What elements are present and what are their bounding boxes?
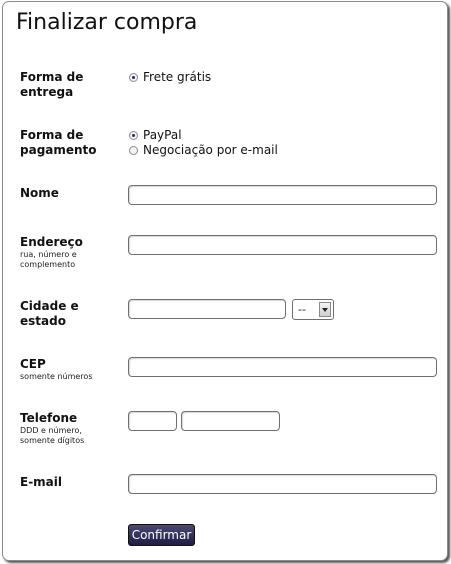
payment-option-paypal-label: PayPal	[143, 128, 182, 142]
radio-selected-icon[interactable]	[129, 131, 138, 140]
address-input[interactable]	[128, 235, 437, 255]
payment-label-line2: pagamento	[20, 143, 97, 157]
payment-label	[20, 128, 97, 158]
name-label-text: Nome	[20, 186, 59, 200]
city-state-label	[20, 299, 79, 329]
phone-hint-line1: DDD e número,	[20, 426, 82, 435]
address-hint-line2: complemento	[20, 260, 76, 269]
cep-label	[20, 357, 92, 382]
phone-ddd-input[interactable]	[128, 411, 177, 431]
delivery-option-label: Frete grátis	[143, 70, 212, 84]
email-input[interactable]	[128, 474, 437, 494]
delivery-label-line1: Forma de	[20, 70, 84, 84]
delivery-label	[20, 70, 83, 100]
address-hint-line1: rua, número e	[20, 250, 77, 259]
radio-unselected-icon[interactable]	[129, 146, 138, 155]
phone-label	[20, 411, 84, 446]
city-input[interactable]	[128, 299, 286, 319]
email-label-text: E-mail	[20, 475, 63, 489]
cep-hint: somente números	[20, 372, 93, 381]
chevron-down-icon[interactable]	[319, 302, 331, 317]
email-label	[20, 475, 62, 490]
page-title: Finalizar compra	[16, 10, 198, 35]
cep-label-text: CEP	[20, 357, 46, 371]
phone-number-input[interactable]	[181, 411, 280, 431]
name-label	[20, 186, 59, 201]
radio-selected-icon[interactable]	[129, 73, 138, 82]
phone-hint-line2: somente dígitos	[20, 436, 85, 445]
payment-label-line1: Forma de	[20, 128, 84, 142]
payment-option-email-label: Negociação por e-mail	[143, 143, 278, 157]
city-label-line1: Cidade e	[20, 299, 79, 313]
state-select-value: --	[298, 303, 306, 316]
phone-label-text: Telefone	[20, 411, 78, 425]
payment-option-email[interactable]	[129, 143, 278, 158]
delivery-label-line2: entrega	[20, 85, 74, 99]
cep-input[interactable]	[128, 357, 437, 377]
city-label-line2: estado	[20, 314, 66, 328]
address-label	[20, 235, 83, 270]
delivery-option-free[interactable]	[129, 70, 211, 85]
address-label-text: Endereço	[20, 235, 83, 249]
name-input[interactable]	[128, 185, 437, 205]
state-select[interactable]	[292, 299, 334, 320]
confirm-button[interactable]: Confirmar	[128, 524, 195, 546]
payment-option-paypal[interactable]	[129, 128, 182, 143]
